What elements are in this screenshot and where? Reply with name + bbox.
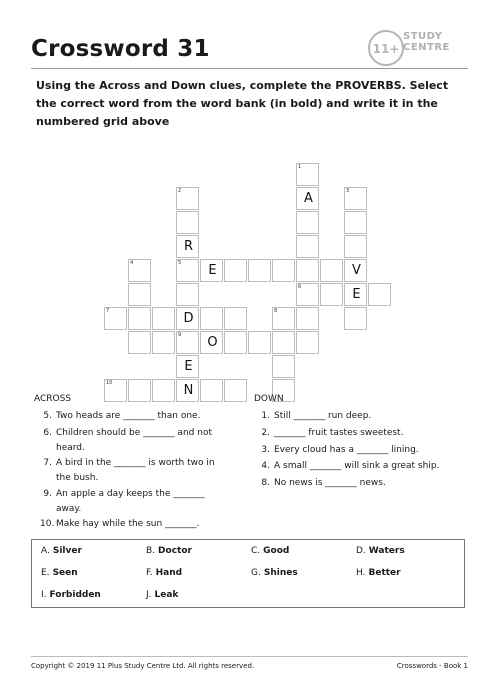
down-clue — [258, 426, 468, 441]
clue-text-continued: the bush. — [56, 473, 99, 483]
word-letter: J. — [146, 590, 152, 600]
clue-num: 5. — [43, 411, 52, 421]
word-letter: E. — [41, 568, 50, 578]
word-bank-item — [356, 546, 405, 556]
word-letter: D. — [356, 546, 366, 556]
cell-letter: E — [352, 287, 361, 302]
clue-num: 4. — [261, 461, 270, 471]
grid-cell[interactable] — [224, 259, 247, 282]
clue-text: Children should be _______ and not — [56, 428, 212, 438]
word-text: Waters — [368, 546, 405, 556]
word-letter: G. — [251, 568, 261, 578]
grid-cell[interactable] — [344, 211, 367, 234]
grid-cell[interactable] — [104, 379, 127, 402]
grid-cell[interactable] — [176, 283, 199, 306]
word-bank-item — [41, 568, 78, 578]
grid-cell[interactable] — [272, 307, 295, 330]
clue-number: 2 — [178, 188, 182, 194]
clue-text: An apple a day keeps the _______ — [56, 489, 205, 499]
grid-cell[interactable] — [272, 259, 295, 282]
word-bank-item — [41, 546, 82, 556]
grid-cell[interactable] — [176, 187, 199, 210]
across-clue — [40, 487, 240, 517]
cell-letter: E — [184, 359, 193, 374]
grid-cell[interactable] — [296, 235, 319, 258]
word-text: Forbidden — [49, 590, 101, 600]
grid-cell[interactable] — [176, 211, 199, 234]
down-clue — [258, 476, 468, 491]
word-bank-item — [146, 590, 178, 600]
clue-num: 7. — [43, 458, 52, 468]
grid-cell[interactable] — [296, 259, 319, 282]
across-clue — [40, 409, 240, 424]
word-text: Shines — [263, 568, 298, 578]
clue-text-continued: away. — [56, 504, 82, 514]
grid-cell[interactable] — [296, 187, 319, 210]
clue-num: 2. — [261, 428, 270, 438]
grid-cell[interactable] — [344, 187, 367, 210]
cell-letter: D — [183, 311, 194, 326]
grid-cell[interactable] — [152, 331, 175, 354]
grid-cell[interactable] — [344, 283, 367, 306]
clue-text: Two heads are _______ than one. — [56, 411, 201, 421]
clue-number: 5 — [178, 260, 182, 266]
clue-number: 7 — [106, 308, 110, 314]
clue-number: 3 — [346, 188, 350, 194]
word-text: Seen — [52, 568, 78, 578]
word-letter: C. — [251, 546, 261, 556]
grid-cell[interactable] — [248, 331, 271, 354]
grid-cell[interactable] — [152, 379, 175, 402]
logo-line-2: CENTRE — [403, 42, 450, 53]
grid-cell[interactable] — [176, 235, 199, 258]
grid-cell[interactable] — [128, 283, 151, 306]
grid-cell[interactable] — [344, 307, 367, 330]
grid-cell[interactable] — [248, 259, 271, 282]
cell-letter: A — [304, 191, 313, 206]
clue-num: 10. — [40, 519, 55, 529]
logo-number: 11+ — [372, 42, 400, 56]
page-title: Crossword 31 — [31, 36, 210, 62]
clue-text: No news is _______ news. — [274, 478, 386, 488]
word-text: Silver — [52, 546, 82, 556]
word-bank-item — [146, 546, 192, 556]
footer-book-label: Crosswords - Book 1 — [396, 662, 468, 670]
across-clue — [40, 456, 240, 486]
clue-number: 8 — [274, 308, 278, 314]
word-text: Hand — [155, 568, 183, 578]
instructions: Using the Across and Down clues, complete the PROVERBS. Select the correct word from the word bank (in bold) and write it in the numbered grid above — [36, 79, 449, 128]
cell-letter: N — [183, 383, 194, 398]
word-letter: F. — [146, 568, 153, 578]
grid-cell[interactable] — [128, 259, 151, 282]
cell-letter: E — [208, 263, 217, 278]
cell-letter: V — [352, 263, 361, 278]
clue-text: Make hay while the sun _______. — [56, 519, 200, 529]
grid-cell[interactable] — [176, 331, 199, 354]
logo-line-1: STUDY — [403, 31, 443, 42]
grid-cell[interactable] — [200, 379, 223, 402]
clue-num: 1. — [261, 411, 270, 421]
grid-cell[interactable] — [296, 331, 319, 354]
clue-number: 6 — [298, 284, 302, 290]
grid-cell[interactable] — [224, 379, 247, 402]
word-text: Better — [368, 568, 401, 578]
word-bank-item — [41, 590, 101, 600]
word-letter: H. — [356, 568, 366, 578]
word-bank-item — [251, 546, 289, 556]
clue-text: _______ fruit tastes sweetest. — [274, 428, 404, 438]
clue-number: 9 — [178, 332, 182, 338]
grid-cell[interactable] — [272, 355, 295, 378]
footer-divider — [31, 656, 468, 657]
grid-cell[interactable] — [176, 379, 199, 402]
across-clue — [40, 517, 240, 532]
down-heading: DOWN — [254, 394, 284, 404]
down-clue — [258, 459, 468, 474]
grid-cell[interactable] — [296, 163, 319, 186]
grid-cell[interactable] — [128, 307, 151, 330]
grid-cell[interactable] — [200, 259, 223, 282]
grid-cell[interactable] — [296, 283, 319, 306]
clue-num: 9. — [43, 489, 52, 499]
word-bank — [31, 539, 465, 608]
grid-cell[interactable] — [200, 331, 223, 354]
cell-letter: R — [183, 239, 194, 254]
down-clue — [258, 409, 468, 424]
grid-cell[interactable] — [152, 307, 175, 330]
cell-letter: O — [207, 335, 218, 350]
clue-text: A small _______ will sink a great ship. — [274, 461, 440, 471]
clue-text: Every cloud has a _______ lining. — [274, 445, 419, 455]
footer-copyright: Copyright © 2019 11 Plus Study Centre Ltd. All rights reserved. — [31, 662, 255, 670]
word-letter: I. — [41, 590, 47, 600]
word-text: Leak — [154, 590, 179, 600]
clue-num: 3. — [261, 445, 270, 455]
across-heading: ACROSS — [34, 394, 72, 404]
clue-num: 8. — [261, 478, 270, 488]
clue-num: 6. — [43, 428, 52, 438]
grid-cell[interactable] — [200, 307, 223, 330]
word-letter: A. — [41, 546, 50, 556]
grid-cell[interactable] — [272, 331, 295, 354]
grid-cell[interactable] — [320, 283, 343, 306]
clue-number: 1 — [298, 164, 302, 170]
grid-cell[interactable] — [344, 235, 367, 258]
word-bank-item — [356, 568, 401, 578]
grid-cell[interactable] — [296, 307, 319, 330]
across-clue — [40, 426, 240, 456]
word-letter: B. — [146, 546, 156, 556]
word-text: Good — [263, 546, 290, 556]
word-text: Doctor — [158, 546, 192, 556]
grid-cell[interactable] — [344, 259, 367, 282]
clue-number: 4 — [130, 260, 134, 266]
grid-cell[interactable] — [104, 307, 127, 330]
grid-cell[interactable] — [224, 307, 247, 330]
clue-number: 10 — [106, 380, 113, 386]
clue-text: A bird in the _______ is worth two in — [56, 458, 215, 468]
grid-cell[interactable] — [296, 211, 319, 234]
word-bank-item — [251, 568, 298, 578]
clue-text: Still _______ run deep. — [274, 411, 372, 421]
down-clue — [258, 443, 468, 458]
clue-text-continued: heard. — [56, 443, 85, 453]
grid-cell[interactable] — [176, 259, 199, 282]
grid-cell[interactable] — [128, 379, 151, 402]
grid-cell[interactable] — [176, 307, 199, 330]
grid-cell[interactable] — [176, 355, 199, 378]
grid-cell[interactable] — [224, 331, 247, 354]
grid-cell[interactable] — [128, 331, 151, 354]
grid-cell[interactable] — [368, 283, 391, 306]
grid-cell[interactable] — [320, 259, 343, 282]
word-bank-item — [146, 568, 182, 578]
